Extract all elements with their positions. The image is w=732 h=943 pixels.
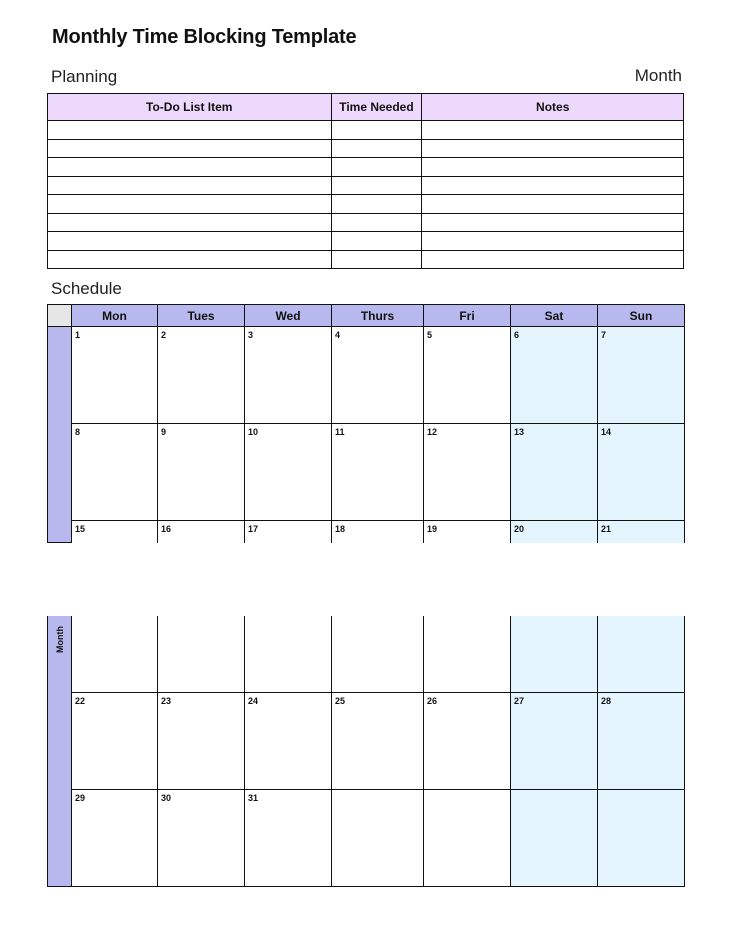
weekday-header-fri: Fri	[424, 305, 511, 327]
weekend-day-cell[interactable]	[598, 327, 685, 424]
planning-row	[48, 232, 684, 251]
day-number	[511, 790, 597, 793]
notes-cell[interactable]	[422, 195, 684, 214]
weekday-header-sat: Sat	[511, 305, 598, 327]
todo-column-header: To-Do List Item	[48, 94, 332, 121]
planning-table	[47, 93, 684, 269]
day-number: 17	[248, 524, 259, 534]
day-number: 5	[427, 330, 433, 340]
planning-row	[48, 158, 684, 177]
day-number	[332, 790, 423, 793]
day-cell[interactable]	[424, 521, 511, 543]
planning-row	[48, 250, 684, 269]
planning-header-row	[48, 94, 684, 121]
day-cell[interactable]	[424, 692, 511, 789]
schedule-section-label: Schedule	[51, 279, 122, 298]
day-number: 14	[601, 427, 612, 437]
day-cell[interactable]	[424, 327, 511, 424]
week-row-3	[48, 521, 685, 543]
day-number: 3	[248, 330, 254, 340]
day-cell[interactable]	[72, 616, 158, 692]
day-cell[interactable]	[158, 789, 245, 886]
day-cell[interactable]	[158, 424, 245, 521]
day-number: 1	[75, 330, 81, 340]
day-number: 22	[75, 695, 86, 706]
day-number: 25	[335, 695, 346, 706]
day-number: 4	[335, 330, 341, 340]
day-cell[interactable]	[245, 424, 332, 521]
weekend-day-cell[interactable]	[511, 424, 598, 521]
month-vertical-label: Month	[55, 626, 65, 653]
weekend-day-cell[interactable]	[598, 692, 685, 789]
weekday-header-sun: Sun	[598, 305, 685, 327]
day-cell[interactable]	[158, 327, 245, 424]
day-number: 7	[601, 330, 607, 340]
day-cell[interactable]	[72, 424, 158, 521]
notes-cell[interactable]	[422, 139, 684, 158]
day-cell[interactable]	[332, 789, 424, 886]
day-cell[interactable]	[424, 789, 511, 886]
time-needed-cell[interactable]	[331, 158, 422, 177]
day-cell[interactable]	[72, 327, 158, 424]
day-number	[424, 790, 510, 793]
day-number: 13	[514, 427, 525, 437]
time-needed-cell[interactable]	[331, 195, 422, 214]
day-number: 2	[161, 330, 167, 340]
week-row-2	[48, 424, 685, 521]
weekend-day-cell[interactable]	[598, 616, 685, 692]
day-number: 11	[335, 427, 345, 437]
planning-row	[48, 176, 684, 195]
notes-cell[interactable]	[422, 176, 684, 195]
weekend-day-cell[interactable]	[598, 789, 685, 886]
week-row-1	[48, 327, 685, 424]
day-number: 23	[161, 695, 172, 706]
todo-cell[interactable]	[48, 250, 332, 269]
month-label: Month	[634, 66, 682, 85]
time-needed-cell[interactable]	[331, 250, 422, 269]
day-cell[interactable]	[332, 327, 424, 424]
day-number: 16	[161, 524, 172, 534]
week-row-5	[48, 789, 685, 886]
week-row-3-continued	[48, 616, 685, 692]
day-number: 30	[161, 792, 172, 803]
day-number	[598, 790, 684, 793]
weekday-header-tues: Tues	[158, 305, 245, 327]
weekend-day-cell[interactable]	[511, 789, 598, 886]
day-cell[interactable]	[72, 789, 158, 886]
day-cell[interactable]	[245, 327, 332, 424]
weekday-header-thurs: Thurs	[332, 305, 424, 327]
page-title: Monthly Time Blocking Template	[52, 26, 357, 48]
time-needed-cell[interactable]	[331, 232, 422, 251]
day-number: 19	[427, 524, 438, 534]
todo-cell[interactable]	[48, 121, 332, 140]
todo-cell[interactable]	[48, 158, 332, 177]
notes-cell[interactable]	[422, 121, 684, 140]
week-row-4	[48, 692, 685, 789]
planning-row	[48, 139, 684, 158]
notes-column-header: Notes	[422, 94, 684, 121]
time-needed-cell[interactable]	[331, 121, 422, 140]
day-cell[interactable]	[245, 521, 332, 543]
weekday-header-row	[48, 305, 685, 327]
day-number: 24	[248, 695, 259, 706]
weekday-header-wed: Wed	[245, 305, 332, 327]
planning-row	[48, 195, 684, 214]
weekday-header-mon: Mon	[72, 305, 158, 327]
day-number: 15	[75, 524, 86, 534]
day-cell[interactable]	[158, 692, 245, 789]
day-cell[interactable]	[72, 692, 158, 789]
month-side-bar	[48, 616, 72, 886]
time-needed-cell[interactable]	[331, 213, 422, 232]
todo-cell[interactable]	[48, 176, 332, 195]
corner-cell	[48, 305, 72, 327]
day-cell[interactable]	[72, 521, 158, 543]
todo-cell[interactable]	[48, 195, 332, 214]
day-number: 21	[601, 524, 612, 534]
day-number: 28	[601, 695, 612, 706]
notes-cell[interactable]	[422, 158, 684, 177]
todo-cell[interactable]	[48, 139, 332, 158]
day-number: 18	[335, 524, 346, 534]
weekend-day-cell[interactable]	[511, 327, 598, 424]
day-number: 29	[75, 792, 86, 803]
day-number: 6	[514, 330, 520, 340]
day-cell[interactable]	[424, 616, 511, 692]
day-cell[interactable]	[245, 692, 332, 789]
day-number: 12	[427, 427, 438, 437]
notes-cell[interactable]	[422, 213, 684, 232]
month-side-bar	[48, 327, 72, 543]
schedule-calendar-top	[47, 304, 685, 543]
day-number: 8	[75, 427, 81, 437]
day-number: 27	[514, 695, 525, 706]
planning-row	[48, 213, 684, 232]
day-number: 9	[161, 427, 167, 437]
time-needed-cell[interactable]	[331, 139, 422, 158]
weekend-day-cell[interactable]	[598, 424, 685, 521]
notes-cell[interactable]	[422, 232, 684, 251]
day-cell[interactable]	[332, 616, 424, 692]
day-cell[interactable]	[332, 424, 424, 521]
time-needed-cell[interactable]	[331, 176, 422, 195]
day-cell[interactable]	[158, 521, 245, 543]
planning-section-label: Planning	[51, 67, 118, 86]
day-number: 31	[248, 792, 259, 803]
day-cell[interactable]	[332, 692, 424, 789]
day-cell[interactable]	[245, 616, 332, 692]
time-needed-column-header: Time Needed	[331, 94, 422, 121]
weekend-day-cell[interactable]	[598, 521, 685, 543]
day-number: 26	[427, 695, 438, 706]
day-number: 20	[514, 524, 525, 534]
day-cell[interactable]	[245, 789, 332, 886]
todo-cell[interactable]	[48, 213, 332, 232]
planning-row	[48, 121, 684, 140]
todo-cell[interactable]	[48, 232, 332, 251]
schedule-calendar-bottom	[47, 616, 685, 887]
day-cell[interactable]	[332, 521, 424, 543]
day-number: 10	[248, 427, 259, 437]
day-cell[interactable]	[158, 616, 245, 692]
notes-cell[interactable]	[422, 250, 684, 269]
weekend-day-cell[interactable]	[511, 692, 598, 789]
day-cell[interactable]	[424, 424, 511, 521]
weekend-day-cell[interactable]	[511, 521, 598, 543]
weekend-day-cell[interactable]	[511, 616, 598, 692]
